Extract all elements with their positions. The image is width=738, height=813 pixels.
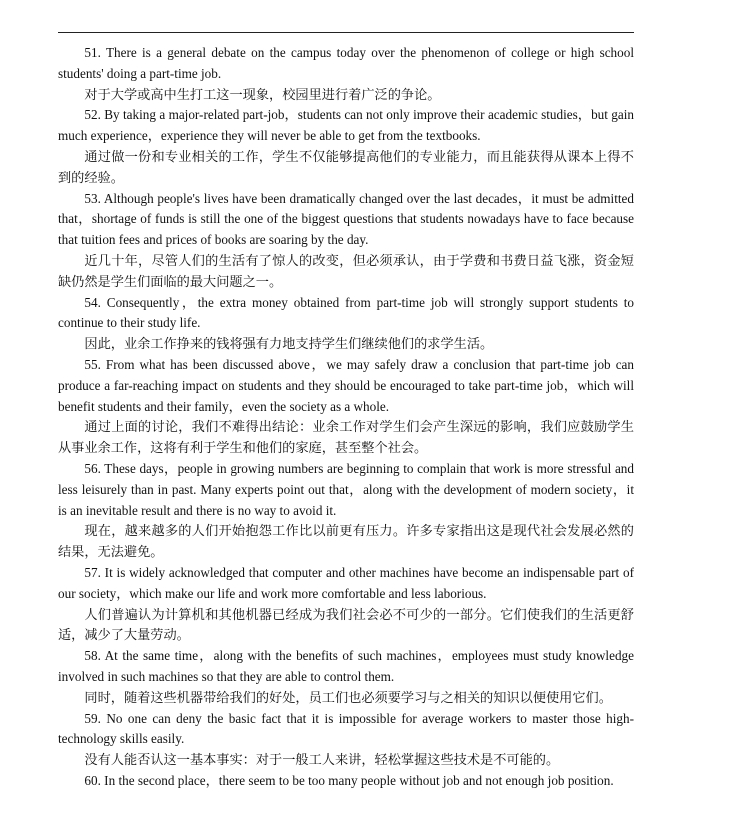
paragraph-53-en: 53. Although people's lives have been dramatically changed over the last decades，it must be admitted that，shortage of funds is still the one of the biggest questions that students nowadays have to face because that tuition fees and prices of books are soaring by the day.: [58, 190, 634, 248]
paragraph-54-en: 54. Consequently，the extra money obtained from part-time job will strongly support students to continue to their study life.: [58, 294, 634, 331]
paragraph-58-zh: 同时，随着这些机器带给我们的好处，员工们也必须要学习与之相关的知识以便使用它们。: [84, 689, 612, 705]
paragraph-53-zh: 近几十年，尽管人们的生活有了惊人的改变，但必须承认，由于学费和书费日益飞涨，资金短缺仍然是学生们面临的最大问题之一。: [58, 252, 634, 289]
paragraph-51-en: 51. There is a general debate on the campus today over the phenomenon of college or high school students' doing a part-time job.: [58, 45, 634, 81]
paragraph-56-zh: 现在，越来越多的人们开始抱怨工作比以前更有压力。许多专家指出这是现代社会发展必然的结果，无法避免。: [58, 523, 634, 560]
paragraph-55-en: 55. From what has been discussed above，we may safely draw a conclusion that part-time job can produce a far-reaching impact on students and they should be encouraged to take part-time job，which will benefit students and their family，even the society as a whole.: [58, 356, 634, 414]
paragraph-60-en: 60. In the second place，there seem to be too many people without job and not enough job position.: [84, 772, 614, 788]
paragraph-58-en: 58. At the same time，along with the benefits of such machines，employees must study knowledge involved in such machines so that they are able to control them.: [58, 648, 634, 684]
paragraph-59-zh: 没有人能否认这一基本事实：对于一般工人来讲，轻松掌握这些技术是不可能的。: [84, 752, 560, 768]
paragraph-57-zh: 人们普遍认为计算机和其他机器已经成为我们社会必不可少的一部分。它们使我们的生活更舒适，减少了大量劳动。: [58, 606, 634, 643]
paragraph-52-zh: 通过做一份和专业相关的工作，学生不仅能够提高他们的专业能力，而且能获得从课本上得不到的经验。: [58, 148, 634, 185]
paragraph-59-en: 59. No one can deny the basic fact that it is impossible for average workers to master those high-technology skills easily.: [58, 710, 634, 747]
paragraph-57-en: 57. It is widely acknowledged that computer and other machines have become an indispensable part of our society，which make our life and work more comfortable and less laborious.: [58, 564, 634, 601]
paragraph-54-zh: 因此，业余工作挣来的钱将强有力地支持学生们继续他们的求学生活。: [84, 336, 494, 352]
document-body: [58, 43, 634, 792]
paragraph-51-zh: 对于大学或高中生打工这一现象，校园里进行着广泛的争论。: [84, 86, 441, 102]
paragraph-52-en: 52. By taking a major-related part-job，students can not only improve their academic studies，but gain much experience，experience they will never be able to get from the textbooks.: [58, 107, 634, 144]
paragraph-55-zh: 通过上面的讨论，我们不难得出结论：业余工作对学生们会产生深远的影响，我们应鼓励学生从事业余工作，这将有利于学生和他们的家庭，甚至整个社会。: [58, 419, 634, 456]
paragraph-56-en: 56. These days，people in growing numbers are beginning to complain that work is more stressful and less leisurely than in past. Many experts point out that，along with the development of modern society，it is an inevitable result and there is no way to avoid it.: [58, 460, 634, 518]
header-rule: [58, 32, 634, 33]
